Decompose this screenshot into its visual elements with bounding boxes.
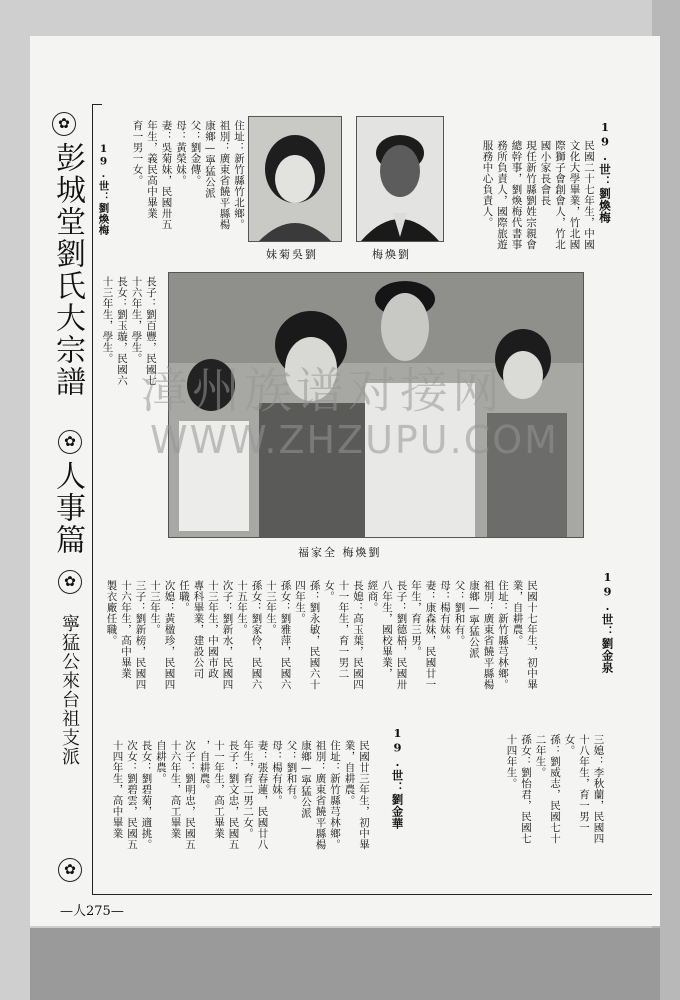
top-rule-tick [92,104,102,105]
entry-3-body: 民國廿三年生，初中畢 業，自耕農。 住址：新竹縣芎林鄉。 祖別：廣東省饒平縣楊 康鄉—寧猛公派 父：劉和有。 母：楊有妹。 妻：張春蓮，民國廿八 年生，育二男二女。 長子：劉文忠，民國五 十一年生，高工畢業 ，自耕農。 次子：劉明忠，民國五 十六年生，高工畢業 自耕農。 長女：劉碧菊，適挑。 次女：劉碧雲，民國五 十四年生，高中畢業 [111,740,370,850]
entry-1-body: 民國二十七年生，中國 文化大學畢業，竹北國 際獅子會創會人，竹北 國小家長會長 現任新竹縣劉姓宗親會 總幹事，劉煥梅代書事 務所負責人，國際旅遊 服務中心負責人。 [481,140,595,250]
seal-icon [58,858,82,882]
entry-2-grandchildren: 三媳：李秋蘭，民國四 十八年生，育一男一 女。 孫：劉威志，民國七十 二年生。 孫女：劉怡君，民國七 十四年生。 [505,734,605,844]
seal-icon [58,570,82,594]
flower-icon: ✿ [64,574,76,590]
flower-icon: ✿ [64,862,76,878]
seal-icon [52,112,76,136]
entry-heading-text: 19.世：劉煥梅 [97,143,110,236]
left-column-rule [92,104,93,894]
entry-2-body: 民國十七年生，初中畢 業，自耕農。 住址：新竹縣芎林鄉。 祖別：廣東省饒平縣楊 康鄉—寧猛公派 父：劉和有。 母：楊有妹。 妻：康森妹，民國廿一 年生，育三男。 長子：劉德梧，民國卅 八年生，國校畢業， 經商。 長媳：高玉葉，民國四 十一年生，育一男二 女。 孫：劉永敏，民國六十 四年生。 孫女：劉雅萍，民國六 十三年生。 孫女：劉家伶，民國六 十五年生。 次子：劉新水，民國四 十三年生，中國市政 專科畢業，建設公司 任職。 次媳：黃楹珍，民國四 十三年生。 三子：劉新榜，民國四 十六年生，高中畢業 製衣廠任職。 [105,580,538,690]
photo-woman [248,116,342,242]
portrait-woman-image [249,117,341,241]
flower-icon: ✿ [58,116,70,132]
photo-man [356,116,444,242]
page-number: —人275— [60,904,124,919]
watermark-chinese: 漳州族谱对接网 [140,363,505,419]
entry-2-heading: 19.世：劉金泉 [600,570,615,674]
branch-title: 寧猛公來台祖支派 [59,614,80,766]
caption-woman: 妹菊吳劉 [266,248,318,261]
book-title: 彭城堂劉氏大宗譜 [50,142,85,398]
seal-icon [58,430,82,454]
section-title: 人事篇 [50,460,85,556]
caption-family: 福家全 梅煥劉 [298,546,382,559]
bottom-rule [92,894,652,895]
entry-1-details: 住址：新竹縣竹北鄉。 祖別：廣東省饒平縣楊 康鄉—寧猛公派 父：劉金傳。 母：黃榮妹。 妻：吳菊妹，民國卅五 年生，義民高中畢業 育一男一女。 [131,120,245,230]
entry-1-children: 長子：劉百豐，民國七 十六年生，學生。 長女：劉玉璇，民國六 十三年生，學生。 [101,276,157,386]
scan-shadow [30,928,660,1000]
flower-icon: ✿ [64,434,76,450]
entry-1-heading: 19.世：劉煥梅 [598,120,612,224]
entry-3-heading: 19.世：劉金華 [390,726,405,830]
watermark-url: WWW.ZHZUPU.COM [150,418,559,462]
caption-man: 梅煥劉 [372,248,411,261]
portrait-man-image [357,117,443,241]
